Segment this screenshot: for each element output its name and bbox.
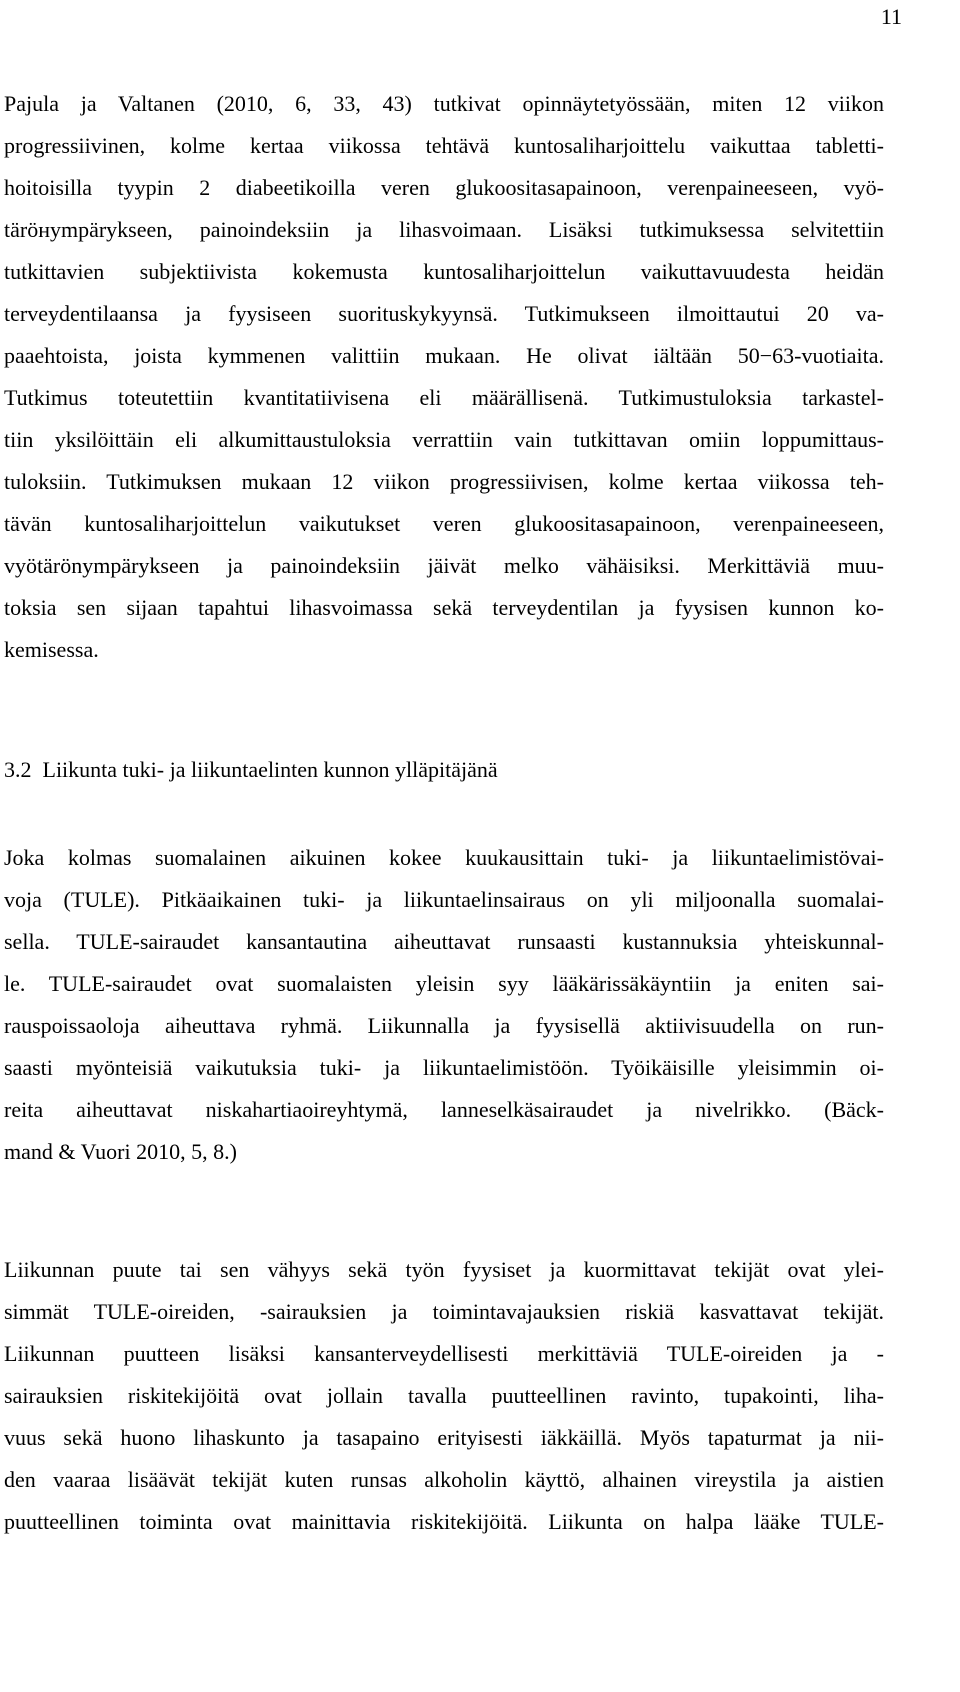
text-line: paaehtoista, joista kymmenen valittiin mukaan. He olivat iältään 50−63-vuotiaita. (4, 343, 884, 368)
section-number: 3.2 (4, 757, 32, 782)
text-line: sairauksien riskitekijöitä ovat jollain tavalla puutteellinen ravinto, tupakointi, liha- (4, 1383, 884, 1408)
page-number: 11 (880, 4, 902, 29)
text-line: progressiivinen, kolme kertaa viikossa tehtävä kuntosaliharjoittelu vaikuttaa tabletti- (4, 133, 884, 158)
text-line: reita aiheuttavat niskahartiaoireyhtymä, lanneselkäsairaudet ja nivelrikko. (Bäck- (4, 1097, 884, 1122)
text-line: Pajula ja Valtanen (2010, 6, 33, 43) tutkivat opinnäytetyössään, miten 12 viikon (4, 91, 884, 116)
text-line: Liikunnan puute tai sen vähyys sekä työn fyysiset ja kuormittavat tekijät ovat ylei- (4, 1257, 884, 1282)
text-line: Joka kolmas suomalainen aikuinen kokee kuukausittain tuki- ja liikuntaelimistövai- (4, 845, 884, 870)
text-line: terveydentilaansa ja fyysiseen suorituskykyynsä. Tutkimukseen ilmoittautui 20 va- (4, 301, 884, 326)
text-line: voja (TULE). Pitkäaikainen tuki- ja liikuntaelinsairaus on yli miljoonalla suomalai- (4, 887, 884, 912)
text-line: tävän kuntosaliharjoittelun vaikutukset veren glukoositasapainoon, verenpaineeseen, (4, 511, 884, 536)
text-line: mand & Vuori 2010, 5, 8.) (4, 1139, 237, 1164)
text-line: kemisessa. (4, 637, 99, 662)
text-line: toksia sen sijaan tapahtui lihasvoimassa sekä terveydentilan ja fyysisen kunnon ko- (4, 595, 884, 620)
text-line: Tutkimus toteutettiin kvantitatiivisena eli määrällisenä. Tutkimustuloksia tarkastel- (4, 385, 884, 410)
text-line: simmät TULE-oireiden, -sairauksien ja toimintavajauksien riskiä kasvattavat tekijät. (4, 1299, 884, 1324)
text-line: Liikunnan puutteen lisäksi kansanterveydellisesti merkittäviä TULE-oireiden ja - (4, 1341, 884, 1366)
text-line: rauspoissaoloja aiheuttava ryhmä. Liikunnalla ja fyysisellä aktiivisuudella on run- (4, 1013, 884, 1038)
section-title: Liikunta tuki- ja liikuntaelinten kunnon ylläpitäjänä (42, 757, 498, 782)
section-heading (4, 750, 498, 790)
text-line: vuus sekä huono lihaskunto ja tasapaino erityisesti iäkkäillä. Myös tapaturmat ja nii- (4, 1425, 884, 1450)
text-line: le. TULE-sairaudet ovat suomalaisten yleisin syy lääkärissäkäyntiin ja eniten sai- (4, 971, 884, 996)
text-line: täröнympärykseen, painoindeksiin ja lihasvoimaan. Lisäksi tutkimuksessa selvitettiin (4, 217, 884, 242)
text-line: sella. TULE-sairaudet kansantautina aiheuttavat runsaasti kustannuksia yhteiskunnal- (4, 929, 884, 954)
text-line: tuloksiin. Tutkimuksen mukaan 12 viikon progressiivisen, kolme kertaa viikossa teh- (4, 469, 884, 494)
text-line: vyötärönympärykseen ja painoindeksiin jäivät melko vähäisiksi. Merkittäviä muu- (4, 553, 884, 578)
text-line: tiin yksilöittäin eli alkumittaustuloksia verrattiin vain tutkittavan omiin loppumittaus- (4, 427, 884, 452)
text-line: den vaaraa lisäävät tekijät kuten runsas alkoholin käyttö, alhainen vireystila ja aistien (4, 1467, 884, 1492)
text-line: hoitoisilla tyypin 2 diabeetikoilla veren glukoositasapainoon, verenpaineeseen, vyö- (4, 175, 884, 200)
text-line: tutkittavien subjektiivista kokemusta kuntosaliharjoittelun vaikuttavuudesta heidän (4, 259, 884, 284)
text-line: puutteellinen toiminta ovat mainittavia riskitekijöitä. Liikunta on halpa lääke TULE- (4, 1509, 884, 1534)
text-line: saasti myönteisiä vaikutuksia tuki- ja liikuntaelimistöön. Työikäisille yleisimmin oi- (4, 1055, 884, 1080)
